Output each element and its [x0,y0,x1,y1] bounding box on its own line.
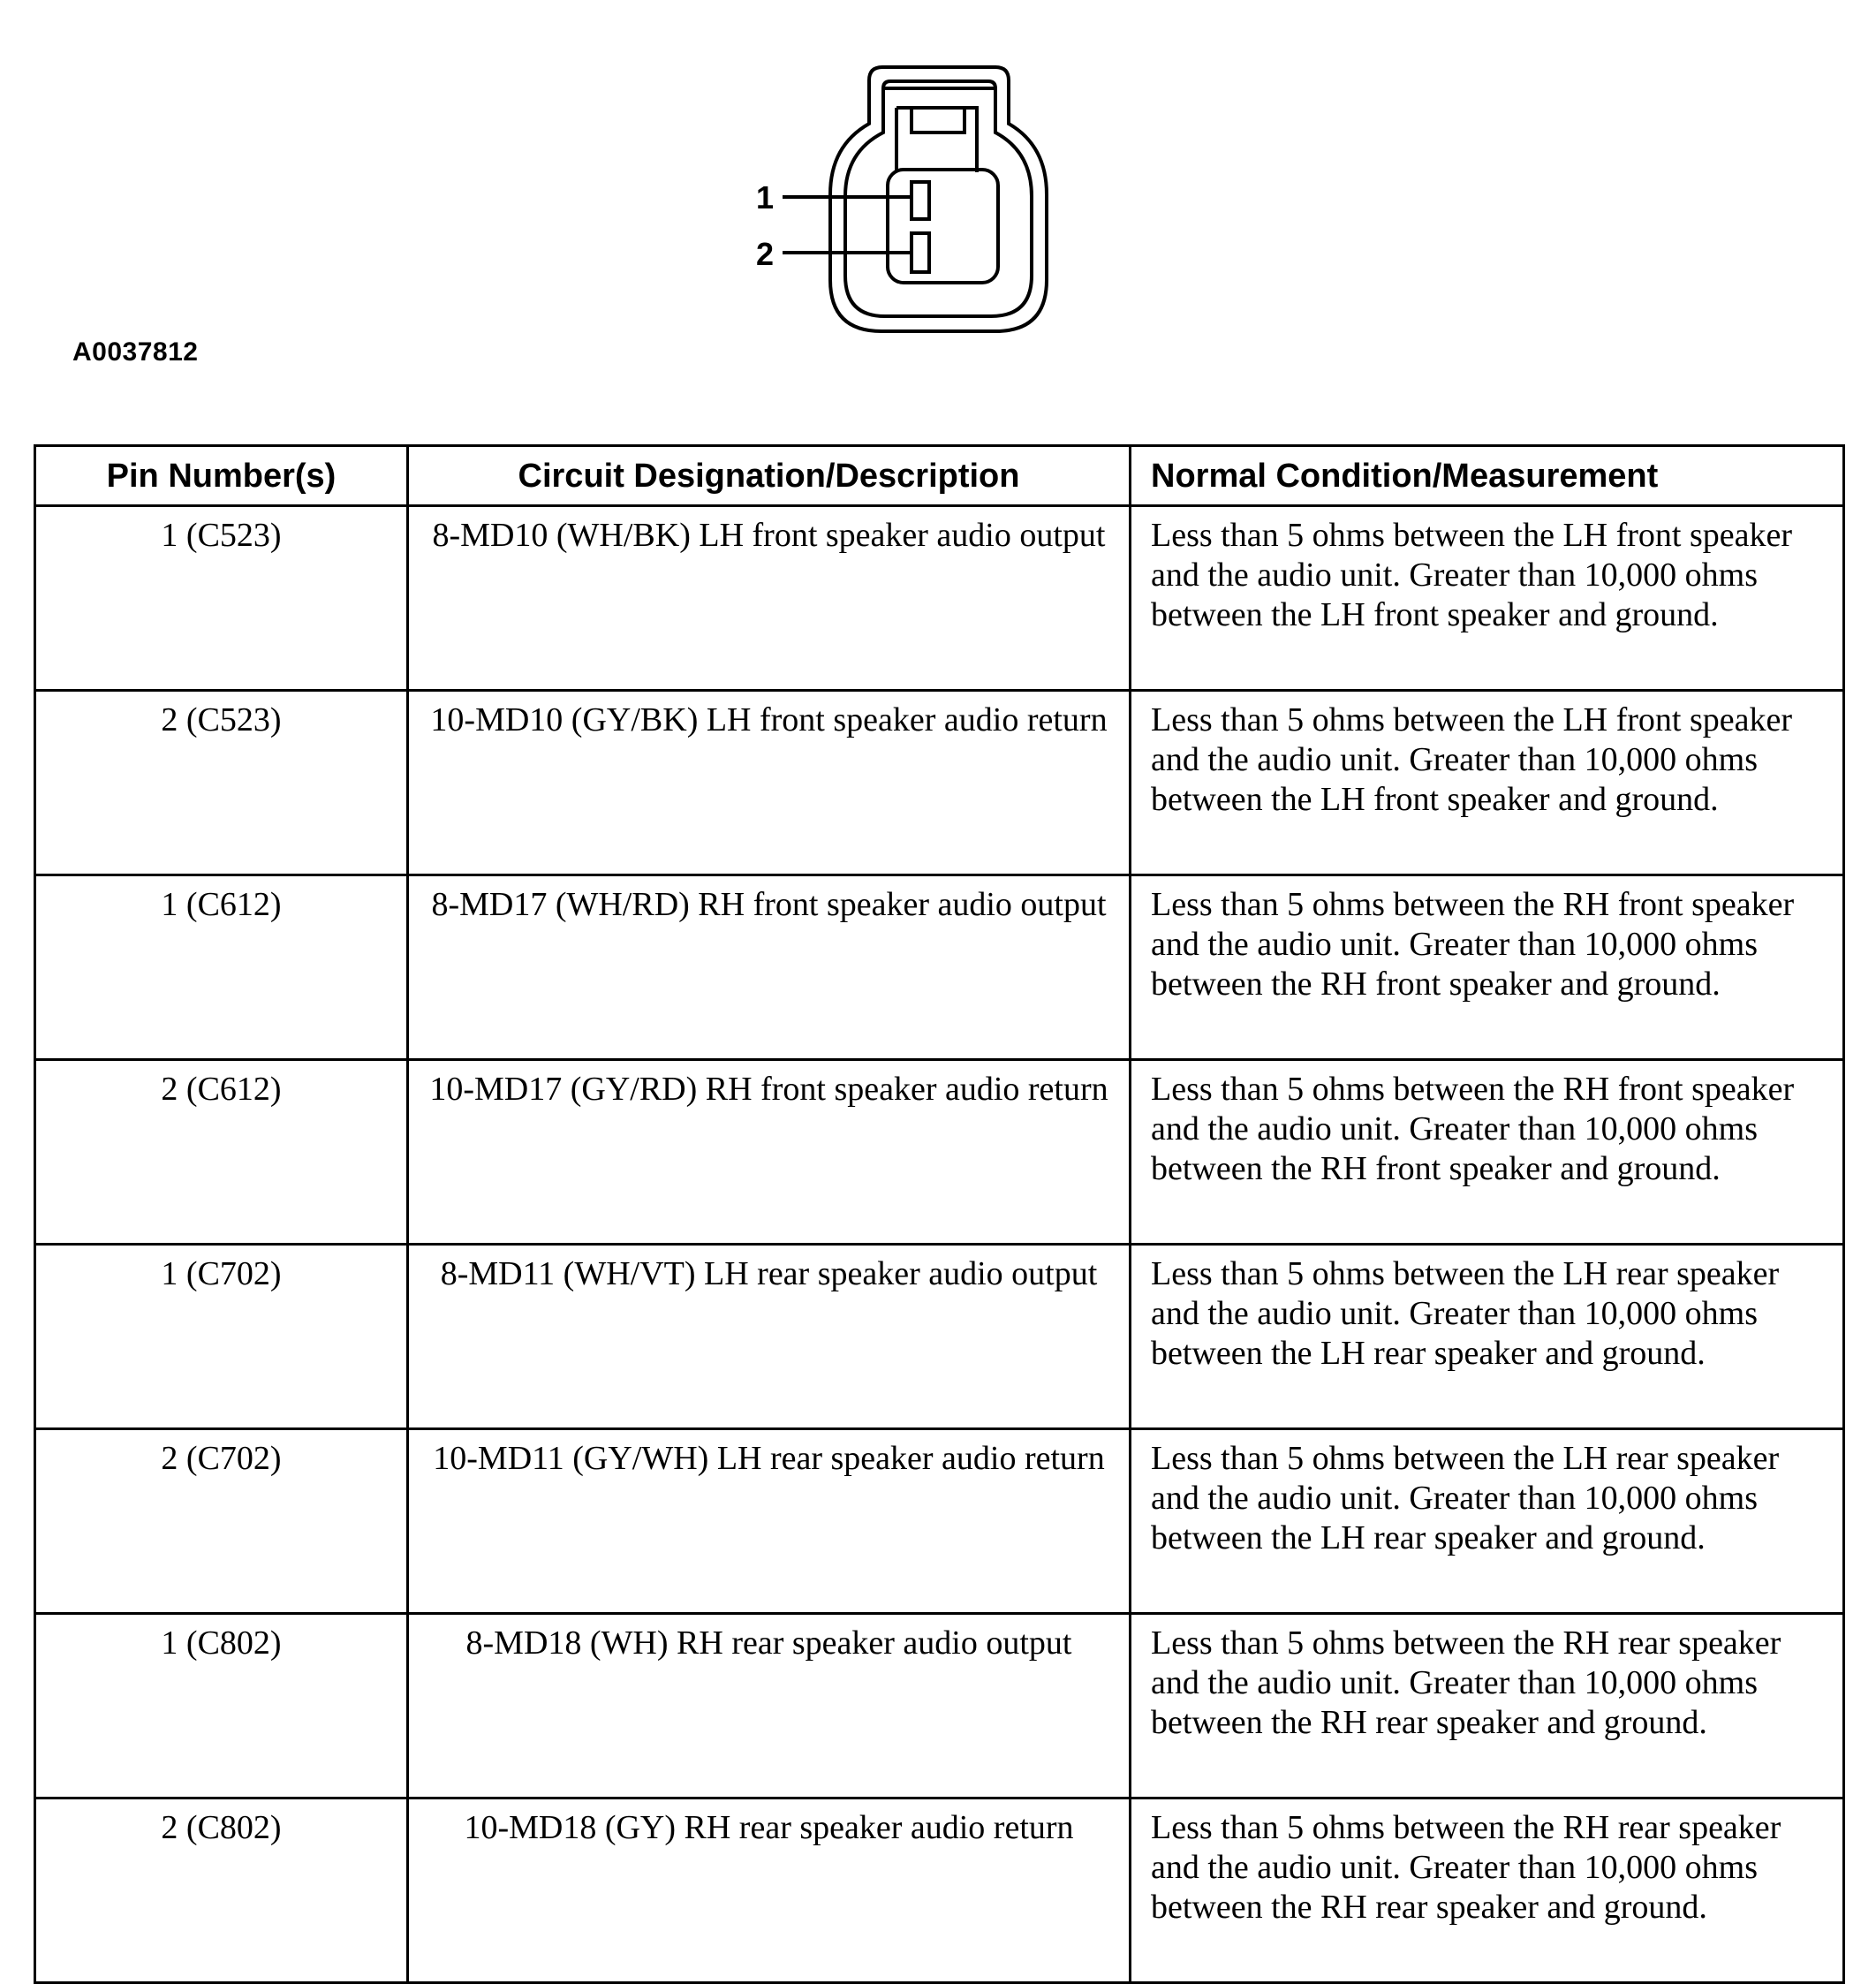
condition-cell: Less than 5 ohms between the LH front speaker and the audio unit. Greater than 10,000 ohms between the LH front speaker and ground. [1131,691,1844,875]
table-row [35,875,1844,1060]
condition-cell: Less than 5 ohms between the RH front speaker and the audio unit. Greater than 10,000 ohms between the RH front speaker and ground. [1131,875,1844,1060]
pin-cell: 2 (C802) [35,1798,408,1983]
pin-2-label: 2 [755,236,775,272]
condition-cell: Less than 5 ohms between the RH rear speaker and the audio unit. Greater than 10,000 ohms between the RH rear speaker and ground. [1131,1798,1844,1983]
circuit-cell: 8-MD11 (WH/VT) LH rear speaker audio output [408,1245,1131,1429]
table-row [35,691,1844,875]
circuit-cell: 10-MD11 (GY/WH) LH rear speaker audio return [408,1429,1131,1614]
condition-cell: Less than 5 ohms between the LH front speaker and the audio unit. Greater than 10,000 ohms between the LH front speaker and ground. [1131,506,1844,691]
circuit-cell: 10-MD18 (GY) RH rear speaker audio return [408,1798,1131,1983]
pin-cell: 1 (C702) [35,1245,408,1429]
connector-diagram [0,0,1876,389]
table-row [35,1614,1844,1798]
condition-cell: Less than 5 ohms between the RH front speaker and the audio unit. Greater than 10,000 ohms between the RH front speaker and ground. [1131,1060,1844,1245]
locking-tab [896,108,977,172]
circuit-cell: 10-MD10 (GY/BK) LH front speaker audio return [408,691,1131,875]
pin-1-terminal [912,182,929,219]
table-row [35,1429,1844,1614]
pin-2-terminal [912,233,929,272]
table-row [35,506,1844,691]
condition-cell: Less than 5 ohms between the LH rear speaker and the audio unit. Greater than 10,000 ohms between the LH rear speaker and ground. [1131,1429,1844,1614]
pin-cell: 2 (C523) [35,691,408,875]
pin-cell: 1 (C802) [35,1614,408,1798]
circuit-cell: 8-MD10 (WH/BK) LH front speaker audio output [408,506,1131,691]
table-row [35,1060,1844,1245]
table-row [35,1245,1844,1429]
circuit-cell: 10-MD17 (GY/RD) RH front speaker audio return [408,1060,1131,1245]
header-pin-numbers: Pin Number(s) [35,446,408,506]
condition-cell: Less than 5 ohms between the RH rear speaker and the audio unit. Greater than 10,000 ohms between the RH rear speaker and ground. [1131,1614,1844,1798]
pin-cell: 2 (C612) [35,1060,408,1245]
connector-drawing [0,0,1876,389]
header-circuit-designation: Circuit Designation/Description [408,446,1131,506]
pin-cell: 1 (C523) [35,506,408,691]
table-header-row [35,446,1844,506]
figure-id: A0037812 [72,337,199,367]
pin-table [34,444,1845,1984]
pin-cavity-body [888,170,998,283]
circuit-cell: 8-MD17 (WH/RD) RH front speaker audio output [408,875,1131,1060]
header-normal-condition: Normal Condition/Measurement [1131,446,1844,506]
pin-1-label: 1 [755,179,775,216]
condition-cell: Less than 5 ohms between the LH rear speaker and the audio unit. Greater than 10,000 ohms between the LH rear speaker and ground. [1131,1245,1844,1429]
pin-cell: 1 (C612) [35,875,408,1060]
table-row [35,1798,1844,1983]
circuit-cell: 8-MD18 (WH) RH rear speaker audio output [408,1614,1131,1798]
pin-cell: 2 (C702) [35,1429,408,1614]
